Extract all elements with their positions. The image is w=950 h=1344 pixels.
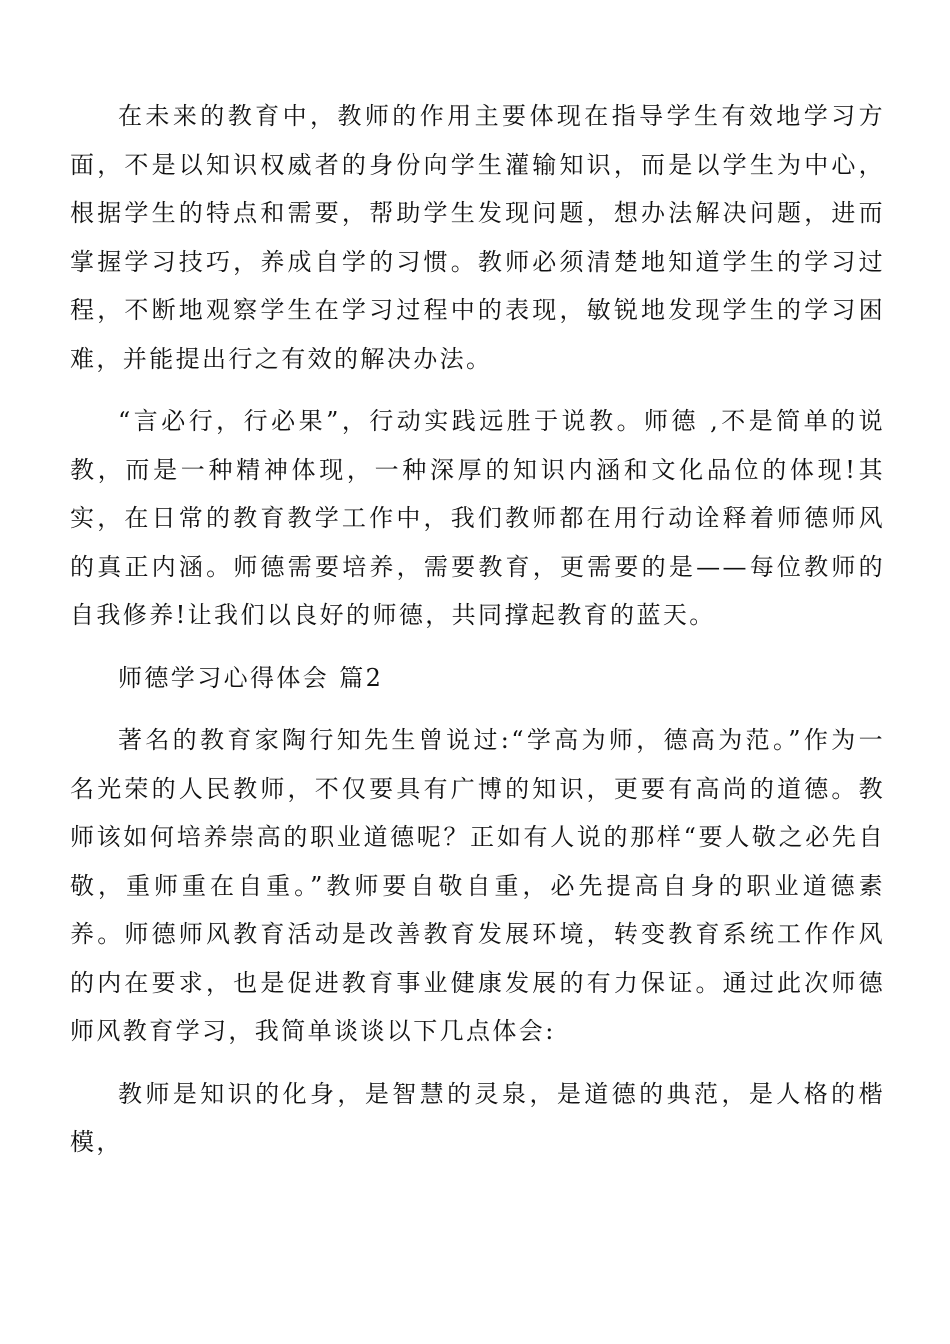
paragraph-tao-xingzhi: 著名的教育家陶行知先生曾说过:“学高为师，德高为范。”作为一名光荣的人民教师，不仅要具有广博的知识，更要有高尚的道德。教师该如何培养崇高的职业道德呢？正如有人说的那样“要人敬之必先自敬，重师重在自重。”教师要自敬自重，必先提高自身的职业道德素养。师德师风教育活动是改善教育发展环境，转变教育系统工作作风的内在要求，也是促进教育事业健康发展的有力保证。通过此次师德师风教育学习，我简单谈谈以下几点体会: — [70, 726, 885, 1045]
section-heading: 师德学习心得体会 篇2 — [118, 663, 384, 692]
paragraph-action-practice: “言必行，行必果”，行动实践远胜于说教。师德 ,不是简单的说教，而是一种精神体现，一种深厚的知识内涵和文化品位的体现!其实，在日常的教育教学工作中，我们教师都在用行动诠释着师德师风的真正内涵。师德需要培养，需要教育，更需要的是——每位教师的自我修养!让我们以良好的师德，共同撑起教育的蓝天。 — [70, 407, 885, 629]
paragraph-teacher-model: 教师是知识的化身，是智慧的灵泉，是道德的典范，是人格的楷模， — [70, 1079, 885, 1156]
document-page — [70, 92, 885, 1181]
paragraph-teacher-role: 在未来的教育中，教师的作用主要体现在指导学生有效地学习方面，不是以知识权威者的身份向学生灌输知识，而是以学生为中心，根据学生的特点和需要，帮助学生发现问题，想办法解决问题，进而掌握学习技巧，养成自学的习惯。教师必须清楚地知道学生的学习过程，不断地观察学生在学习过程中的表现，敏锐地发现学生的学习困难，并能提出行之有效的解决办法。 — [70, 102, 885, 373]
